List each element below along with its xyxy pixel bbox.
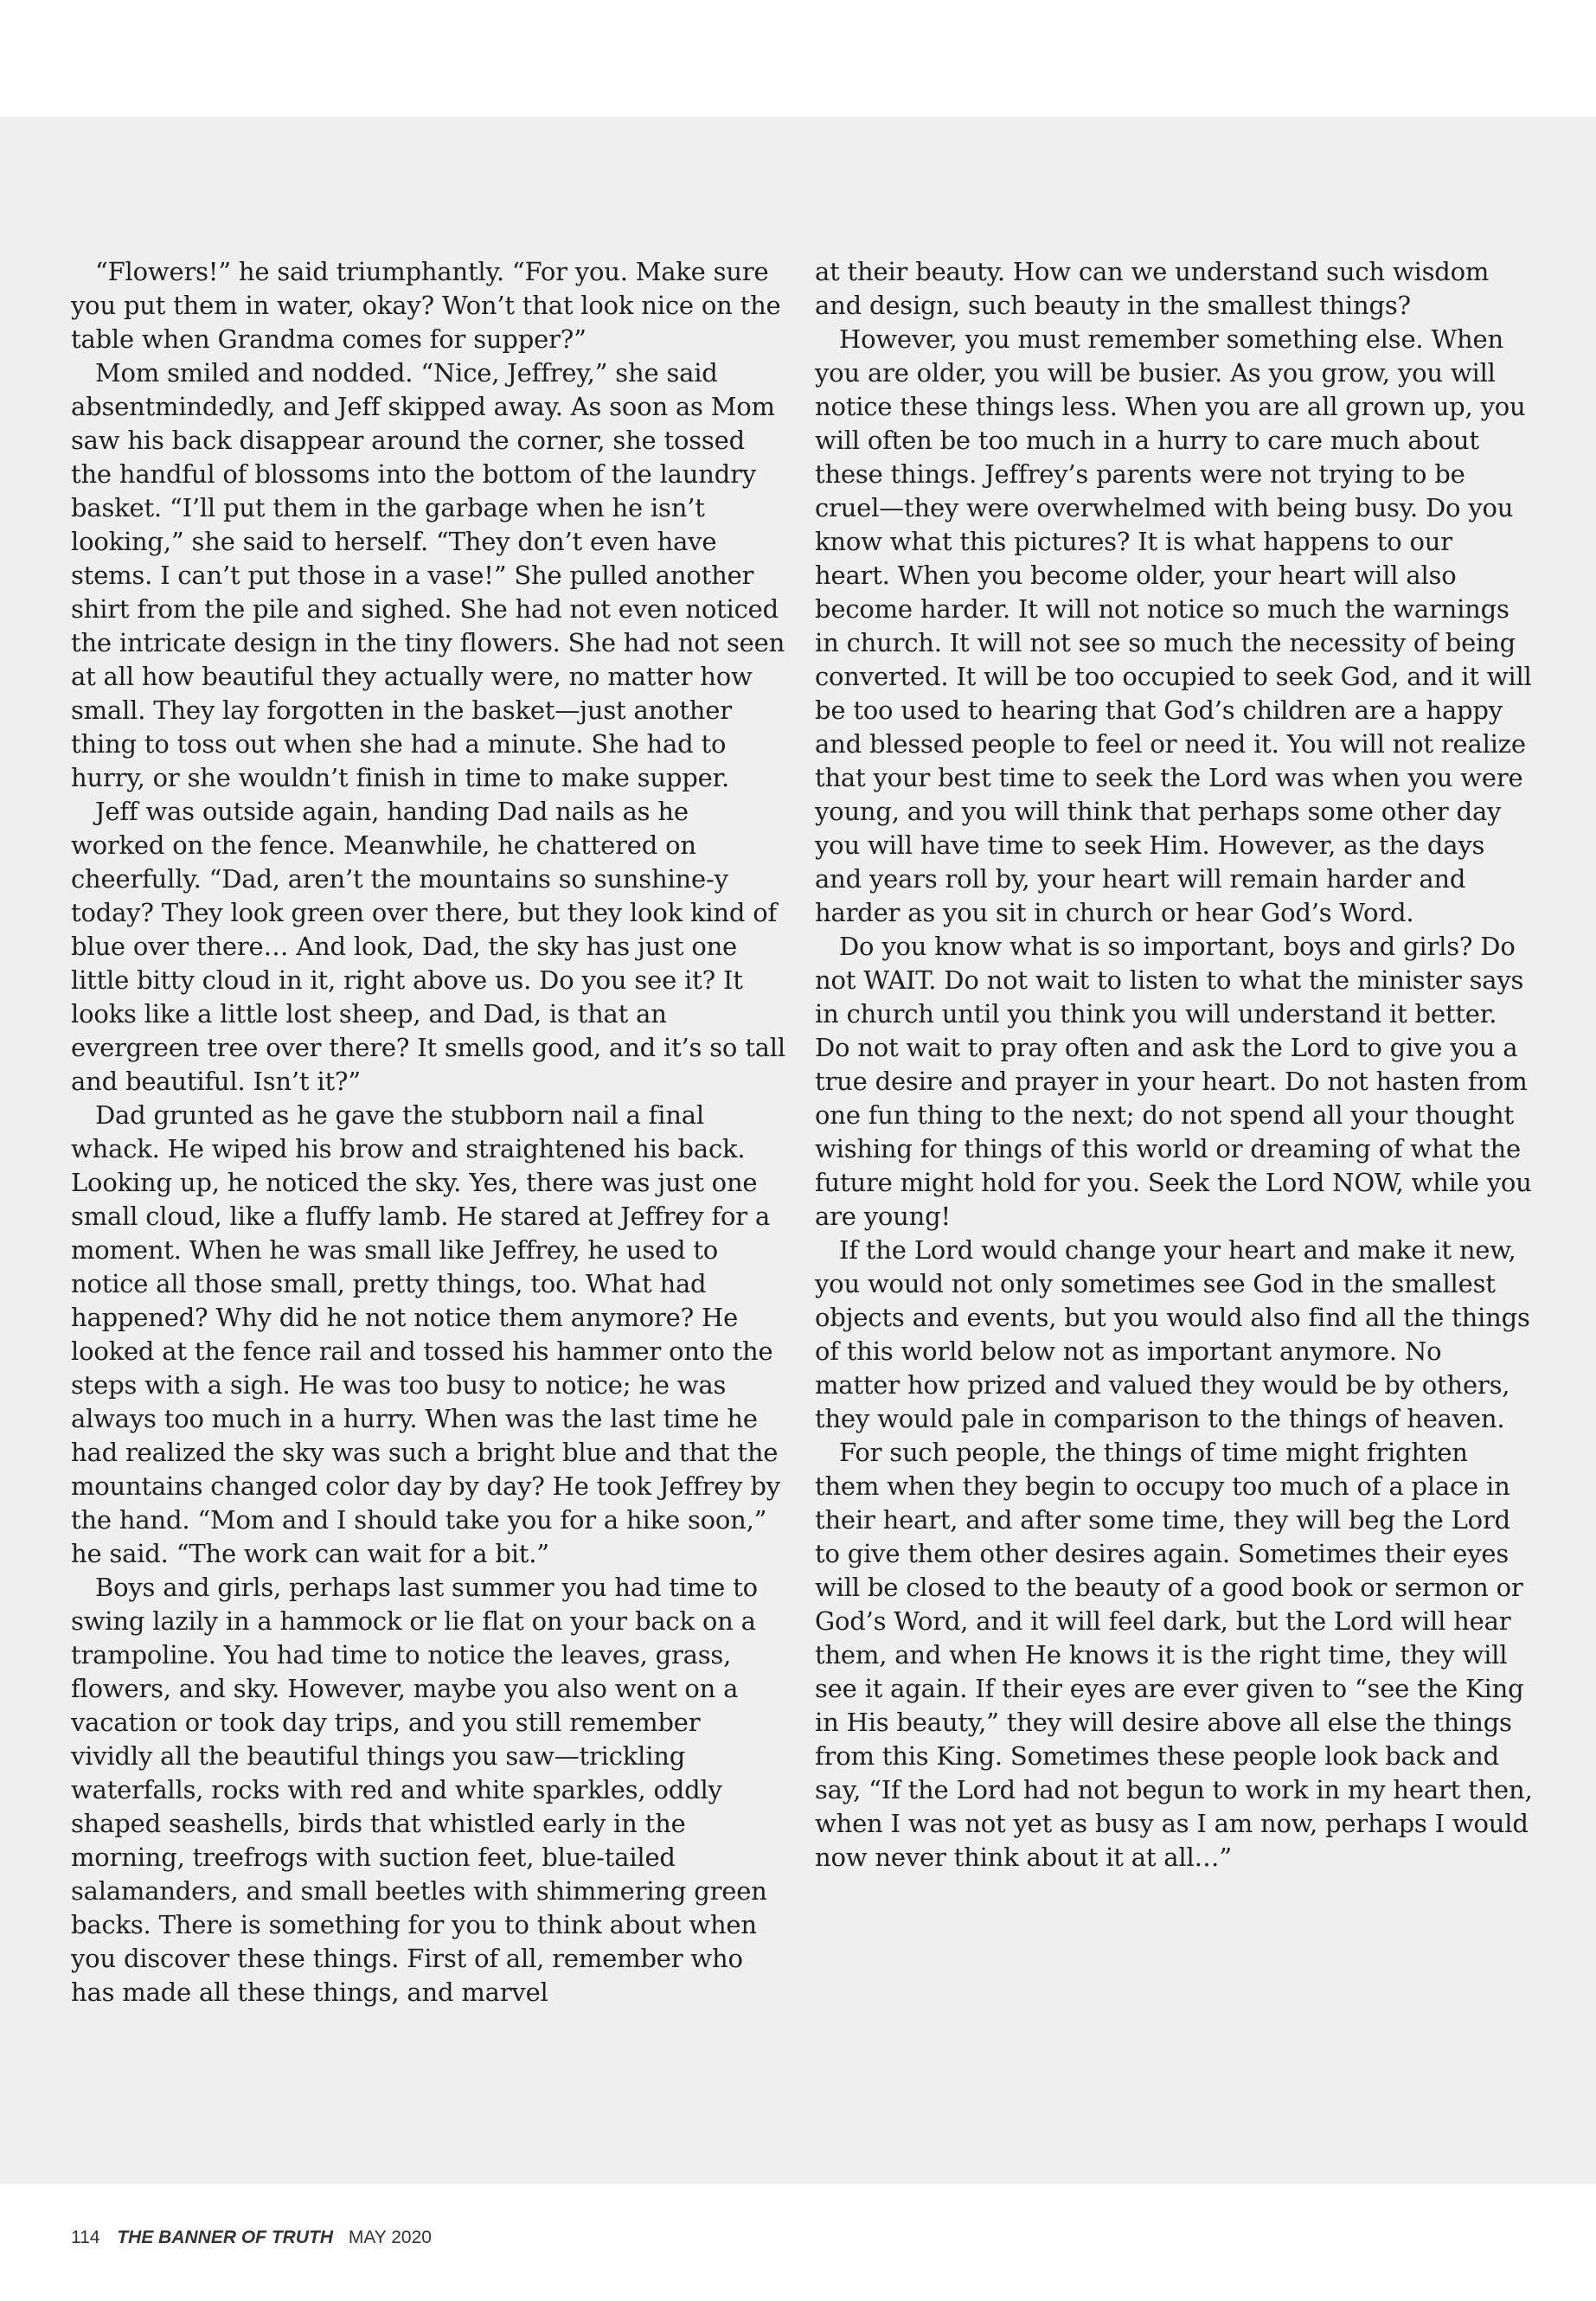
body-paragraph: “Flowers!” he said triumphantly. “For you. Make sure you put them in water, okay? Won’t that look nice on the table when Grandma comes for supper?” xyxy=(71,257,781,354)
right-column xyxy=(815,255,1533,1875)
magazine-page xyxy=(0,117,1596,2247)
magazine-title: THE BANNER OF TRUTH xyxy=(117,2227,333,2247)
body-paragraph: Jeff was outside again, handing Dad nails as he worked on the fence. Meanwhile, he chattered on cheerfully. “Dad, aren’t the mountains so sunshine-y today? They look green over there, but they look kind of blue over there… And look, Dad, the sky has just one little bitty cloud in it, right above us. Do you see it? It looks like a little lost sheep, and Dad, is that an evergreen tree over there? It smells good, and it’s so tall and beautiful. Isn’t it?” xyxy=(71,797,785,1096)
body-paragraph: However, you must remember something else. When you are older, you will be busier. As you grow, you will notice these things less. When you are all grown up, you will often be too much in a hurry to care much about these things. Jeffrey’s parents were not trying to be cruel—they were overwhelmed with being busy. Do you know what this pictures? It is what happens to our heart. When you become older, your heart will also become harder. It will not notice so much the warnings in church. It will not see so much the necessity of being converted. It will be too occupied to seek God, and it will be too used to hearing that God’s children are a happy and blessed people to feel or need it. You will not realize that your best time to seek the Lord was when you were young, and you will think that perhaps some other day you will have time to seek Him. However, as the days and years roll by, your heart will remain harder and harder as you sit in church or hear God’s Word. xyxy=(815,324,1532,927)
page-footer xyxy=(71,2227,432,2248)
page-number: 114 xyxy=(71,2227,100,2247)
body-paragraph: Mom smiled and nodded. “Nice, Jeffrey,” she said absentmindedly, and Jeff skipped away. As soon as Mom saw his back disappear around the corner, she tossed the handful of blossoms into the bottom of the laundry basket. “I’ll put them in the garbage when he isn’t looking,” she said to herself. “They don’t even have stems. I can’t put those in a vase!” She pulled another shirt from the pile and sighed. She had not even noticed the intricate design in the tiny flowers. She had not seen at all how beautiful they actually were, no matter how small. They lay forgotten in the basket—just another thing to toss out when she had a minute. She had to hurry, or she wouldn’t finish in time to make supper. xyxy=(71,358,785,792)
continued-paragraph: at their beauty. How can we understand such wisdom and design, such beauty in the smallest things? xyxy=(815,257,1490,320)
body-paragraph: For such people, the things of time might frighten them when they begin to occupy too much of a place in their heart, and after some time, they will beg the Lord to give them other desires again. Sometimes their eyes will be closed to the beauty of a good book or sermon or God’s Word, and it will feel dark, but the Lord will hear them, and when He knows it is the right time, they will see it again. If their eyes are ever given to “see the King in His beauty,” they will desire above all else the things from this King. Sometimes these people look back and say, “If the Lord had not begun to work in my heart then, when I was not yet as busy as I am now, perhaps I would now never think about it at all…” xyxy=(815,1438,1533,1872)
body-paragraph: Do you know what is so important, boys and girls? Do not WAIT. Do not wait to listen to what the minister says in church until you think you will understand it better. Do not wait to pray often and ask the Lord to give you a true desire and prayer in your heart. Do not hasten from one fun thing to the next; do not spend all your thought wishing for things of this world or dreaming of what the future might hold for you. Seek the Lord NOW, while you are young! xyxy=(815,932,1532,1231)
body-paragraph: Dad grunted as he gave the stubborn nail a final whack. He wiped his brow and straightened his back. Looking up, he noticed the sky. Yes, there was just one small cloud, like a fluffy lamb. He stared at Jeffrey for a moment. When he was small like Jeffrey, he used to notice all those small, pretty things, too. What had happened? Why did he not notice them anymore? He looked at the fence rail and tossed his hammer onto the steps with a sigh. He was too busy to notice; he was always too much in a hurry. When was the last time he had realized the sky was such a bright blue and that the mountains changed color day by day? He took Jeffrey by the hand. “Mom and I should take you for a hike soon,” he said. “The work can wait for a bit.” xyxy=(71,1100,780,1568)
issue-date: MAY 2020 xyxy=(348,2227,432,2247)
body-paragraph: If the Lord would change your heart and make it new, you would not only sometimes see God in the smallest objects and events, but you would also find all the things of this world below not as important anymore. No matter how prized and valued they would be by others, they would pale in comparison to the things of heaven. xyxy=(815,1235,1530,1433)
left-column xyxy=(71,255,789,2009)
body-paragraph: Boys and girls, perhaps last summer you had time to swing lazily in a hammock or lie flat on your back on a trampoline. You had time to notice the leaves, grass, flowers, and sky. However, maybe you also went on a vacation or took day trips, and you still remember vividly all the beautiful things you saw—trickling waterfalls, rocks with red and white sparkles, oddly shaped seashells, birds that whistled early in the morning, treefrogs with suction feet, blue-tailed salamanders, and small beetles with shimmering green backs. There is something for you to think about when you discover these things. First of all, remember who has made all these things, and marvel xyxy=(71,1573,767,2007)
